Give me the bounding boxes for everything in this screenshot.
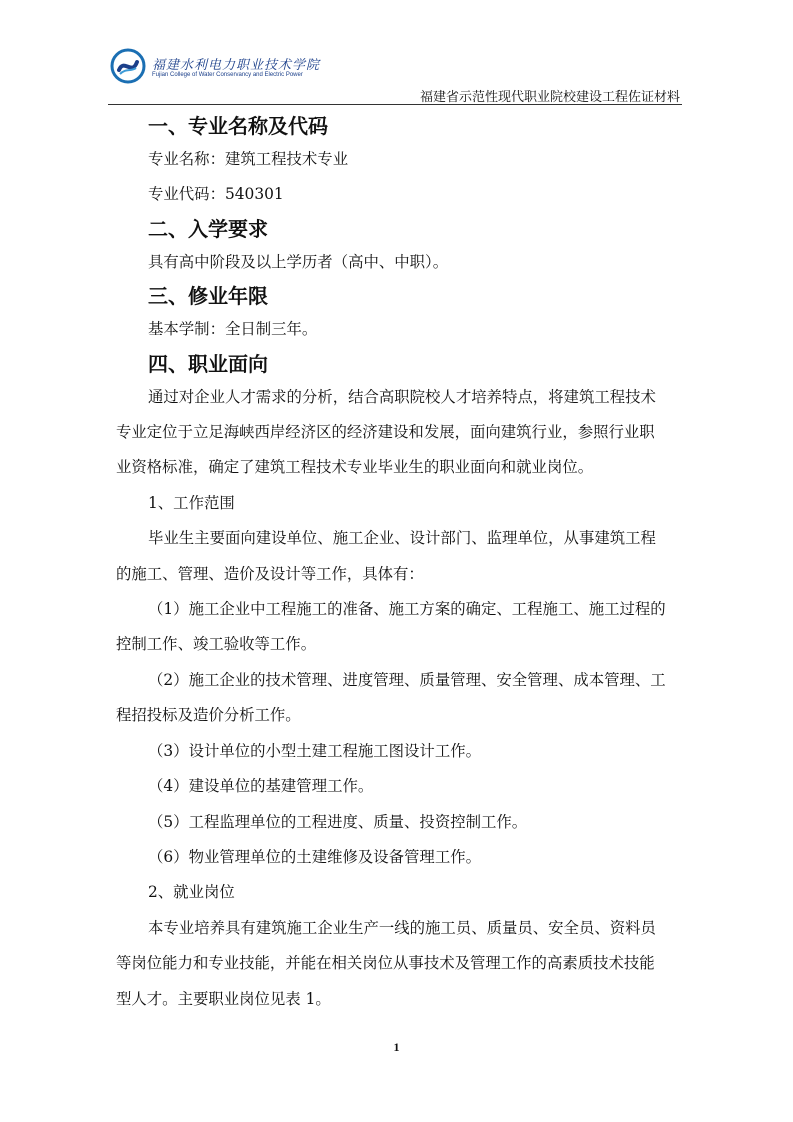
subheading: 2、就业岗位 bbox=[148, 883, 235, 902]
text-line: 的施工、管理、造价及设计等工作，具体有： bbox=[116, 564, 424, 583]
text-line: 本专业培养具有建筑施工企业生产一线的施工员、质量员、安全员、资料员 bbox=[148, 918, 656, 937]
logo-chinese-name: 福建水利电力职业技术学院 bbox=[152, 58, 321, 73]
list-item: （1）施工企业中工程施工的准备、施工方案的确定、工程施工、施工过程的 bbox=[148, 600, 666, 619]
text-line: 业资格标准，确定了建筑工程技术专业毕业生的职业面向和就业岗位。 bbox=[116, 458, 594, 477]
text-line: 基本学制：全日制三年。 bbox=[148, 320, 318, 339]
section-heading: 四、职业面向 bbox=[148, 351, 268, 376]
subheading: 1、工作范围 bbox=[148, 493, 235, 512]
text-line: 型人才。主要职业岗位见表 1。 bbox=[116, 989, 331, 1008]
list-item: （4）建设单位的基建管理工作。 bbox=[148, 777, 374, 796]
text-line: 专业名称：建筑工程技术专业 bbox=[148, 150, 349, 168]
college-logo bbox=[110, 48, 321, 88]
list-item: （5）工程监理单位的工程进度、质量、投资控制工作。 bbox=[148, 812, 528, 831]
text-line: 毕业生主要面向建设单位、施工企业、设计部门、监理单位，从事建筑工程 bbox=[148, 529, 656, 548]
list-item: （2）施工企业的技术管理、进度管理、质量管理、安全管理、成本管理、工 bbox=[148, 670, 666, 689]
list-item-continuation: 控制工作、竣工验收等工作。 bbox=[116, 635, 317, 654]
page-number: 1 bbox=[393, 1040, 400, 1054]
document-body bbox=[116, 110, 684, 1017]
header-divider bbox=[108, 104, 682, 105]
list-item: （3）设计单位的小型土建工程施工图设计工作。 bbox=[148, 741, 481, 760]
section-heading: 三、修业年限 bbox=[148, 284, 268, 309]
logo-english-name: Fujian College of Water Conservancy and Electric Power bbox=[152, 72, 303, 78]
text-line: 等岗位能力和专业技能，并能在相关岗位从事技术及管理工作的高素质技术技能 bbox=[116, 954, 655, 973]
text-line: 通过对企业人才需求的分析，结合高职院校人才培养特点，将建筑工程技术 bbox=[148, 387, 656, 406]
college-emblem-icon bbox=[110, 48, 146, 84]
text-line: 专业代码：540301 bbox=[148, 185, 284, 204]
text-line: 专业定位于立足海峡西岸经济区的经济建设和发展，面向建筑行业，参照行业职 bbox=[116, 423, 655, 442]
section-heading: 一、专业名称及代码 bbox=[148, 114, 328, 138]
section-heading: 二、入学要求 bbox=[148, 216, 268, 241]
list-item: （6）物业管理单位的土建维修及设备管理工作。 bbox=[148, 847, 481, 866]
page-header bbox=[0, 0, 793, 104]
list-item-continuation: 程招投标及造价分析工作。 bbox=[116, 706, 301, 725]
document-title: 福建省示范性现代职业院校建设工程佐证材料 bbox=[419, 90, 680, 105]
text-line: 具有高中阶段及以上学历者（高中、中职）。 bbox=[148, 252, 449, 271]
